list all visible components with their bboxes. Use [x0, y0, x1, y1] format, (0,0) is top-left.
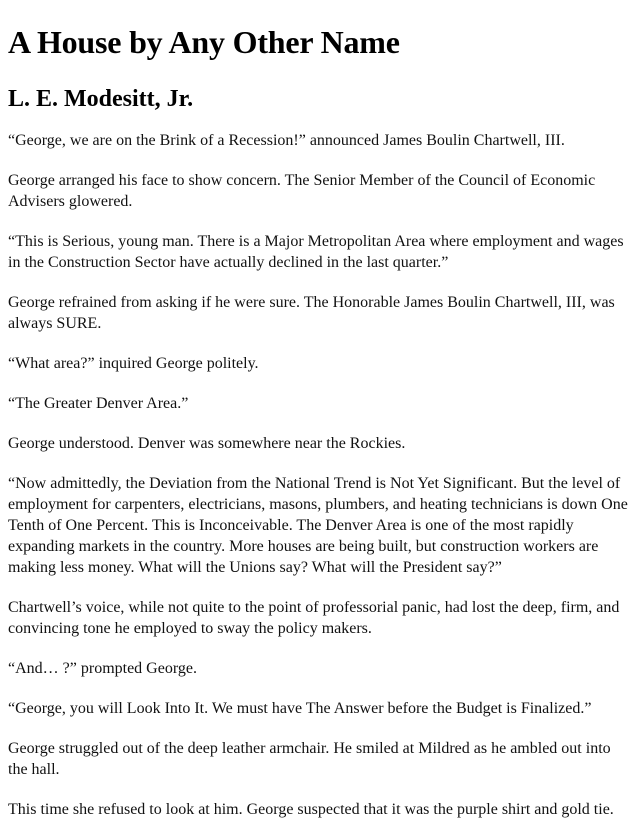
paragraph: This time she refused to look at him. George suspected that it was the purple shirt and gold tie. [8, 801, 614, 818]
paragraph: “Now admittedly, the Deviation from the National Trend is Not Yet Significant. But the level of employment for carpenters, electricians, masons, plumbers, and heating technicians is down One Tenth of One Percent. This is Inconceivable. The Denver Area is one of the most rapidly expanding markets in the country. More houses are being built, but construction workers are making less money. What will the Unions say? What will the President say?” [8, 475, 628, 576]
story-title: A House by Any Other Name [8, 24, 400, 60]
paragraph: George refrained from asking if he were sure. The Honorable James Boulin Chartwell, III, was always SURE. [8, 294, 615, 332]
story-body [8, 130, 632, 820]
paragraph: George understood. Denver was somewhere near the Rockies. [8, 435, 406, 452]
paragraph: “The Greater Denver Area.” [8, 395, 189, 412]
paragraph: “What area?” inquired George politely. [8, 355, 259, 372]
paragraph: George arranged his face to show concern. The Senior Member of the Council of Economic Advisers glowered. [8, 172, 596, 210]
paragraph: “George, we are on the Brink of a Recession!” announced James Boulin Chartwell, III. [8, 132, 565, 149]
paragraph: Chartwell’s voice, while not quite to the point of professorial panic, had lost the deep, firm, and convincing tone he employed to sway the policy makers. [8, 599, 620, 637]
paragraph: “This is Serious, young man. There is a Major Metropolitan Area where employment and wages in the Construction Sector have actually declined in the last quarter.” [8, 233, 624, 271]
paragraph: “George, you will Look Into It. We must have The Answer before the Budget is Finalized.” [8, 700, 592, 717]
author-name: L. E. Modesitt, Jr. [8, 86, 194, 112]
document-page [8, 0, 632, 839]
paragraph: “And… ?” prompted George. [8, 660, 197, 677]
paragraph: George struggled out of the deep leather armchair. He smiled at Mildred as he ambled out into the hall. [8, 740, 611, 778]
